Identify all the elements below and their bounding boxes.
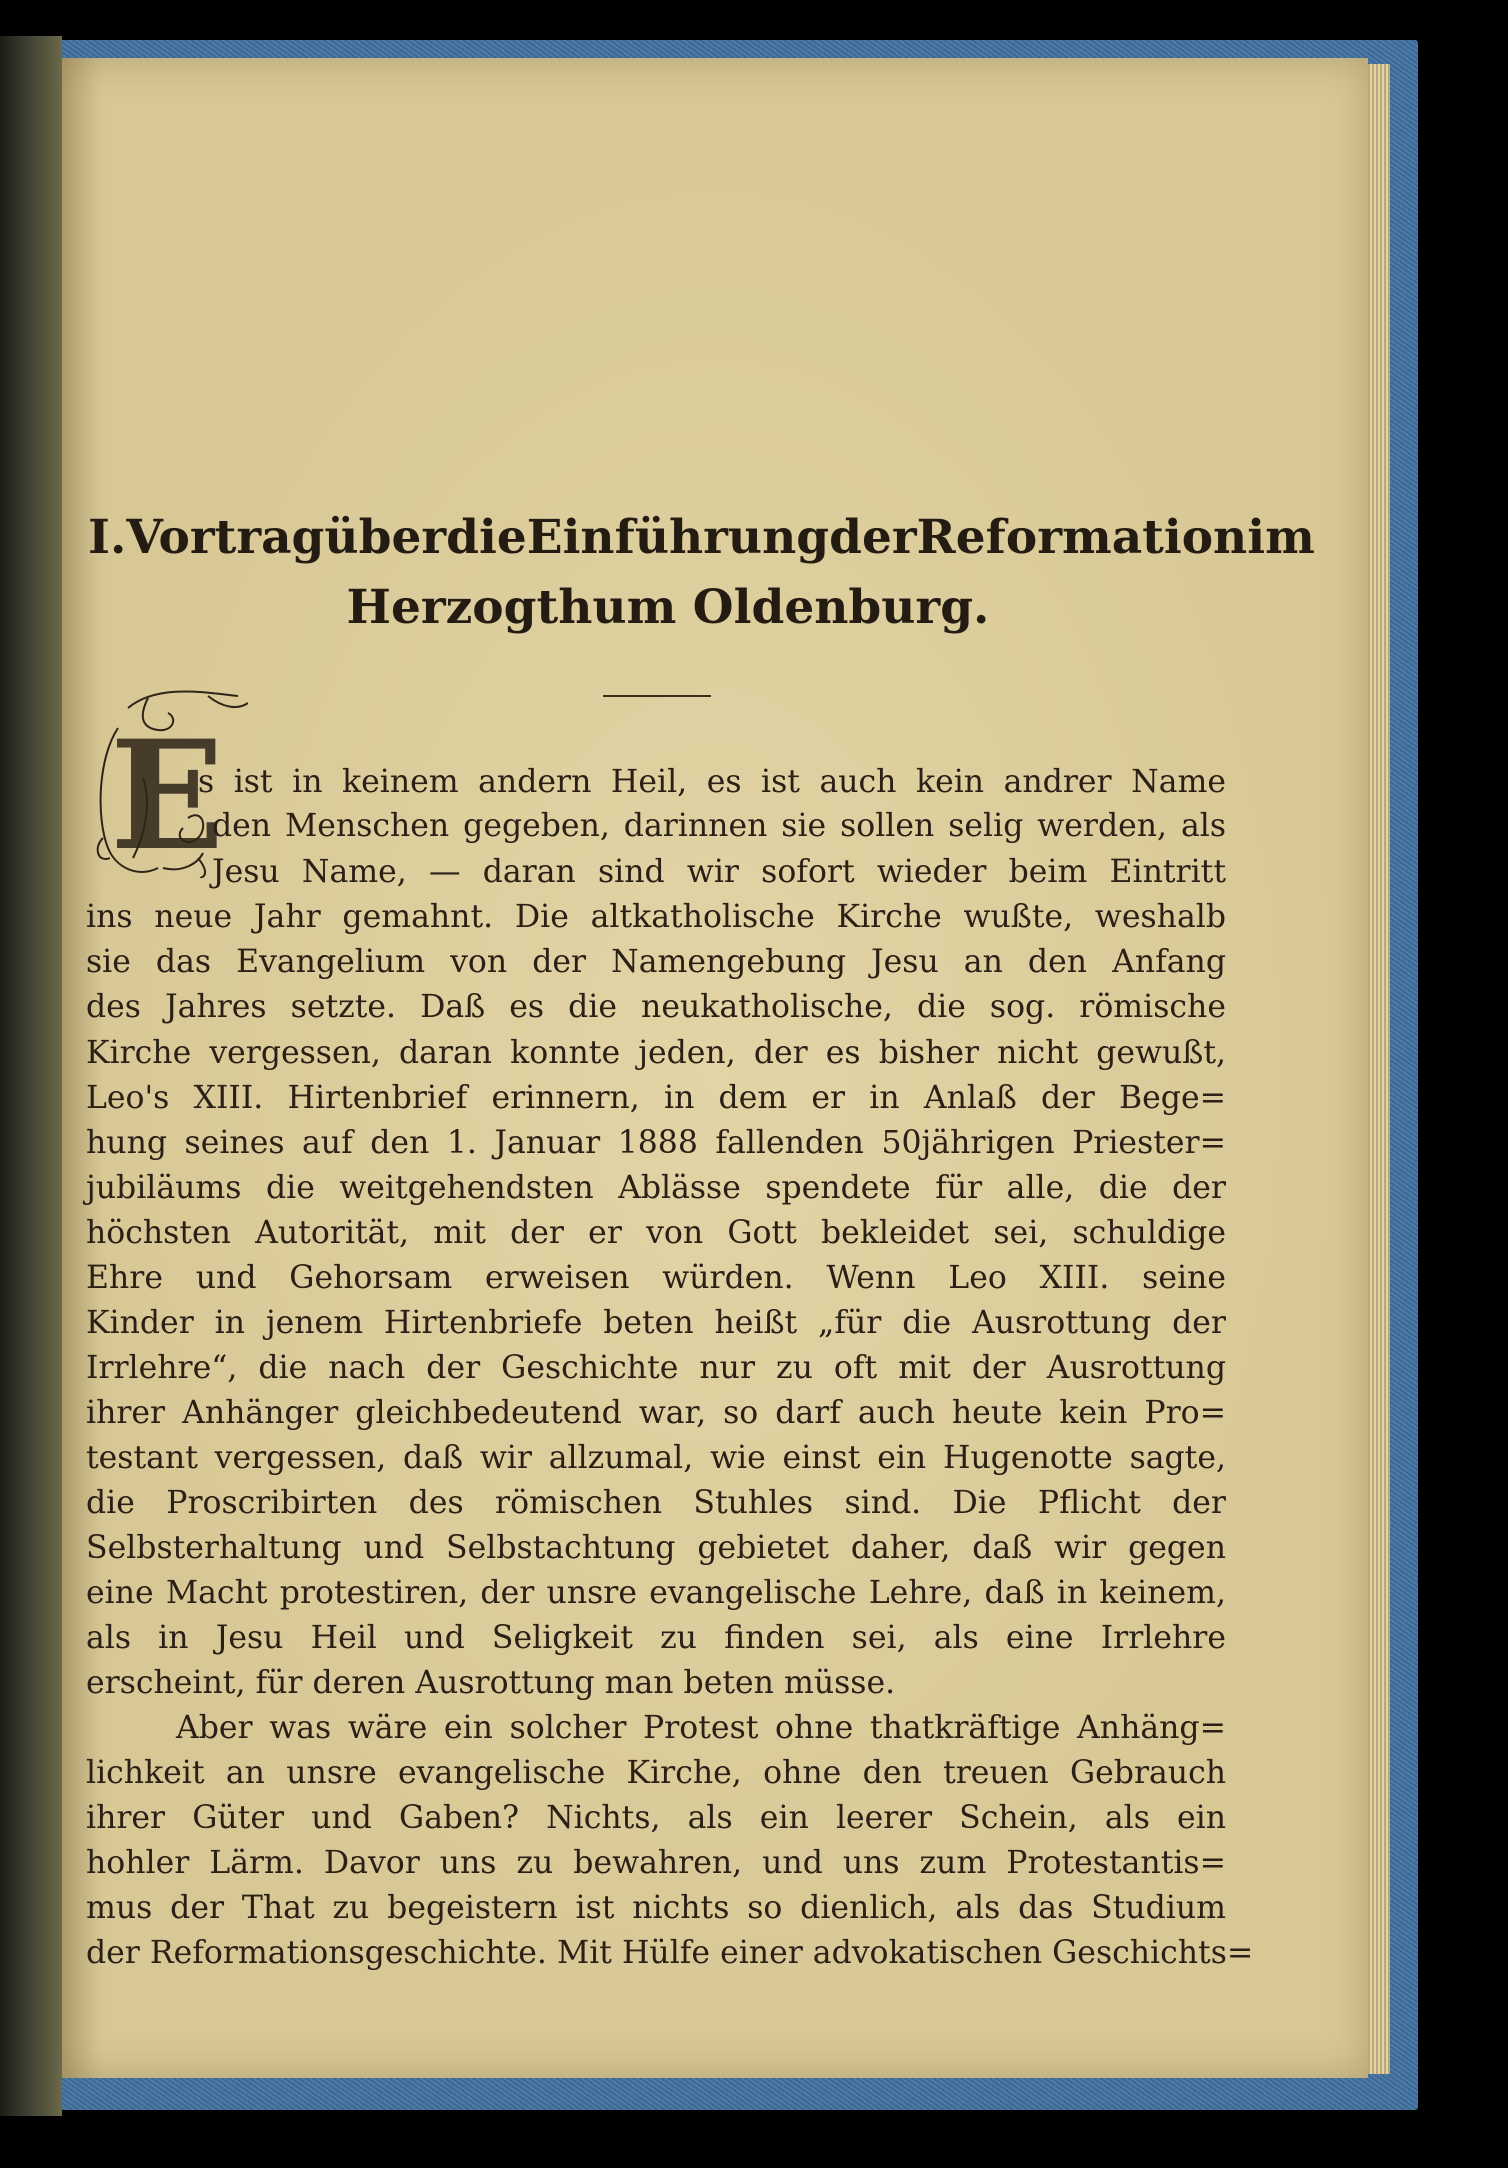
heading-word: Einführung (526, 510, 830, 565)
text-line: Aber was wäre ein solcher Protest ohne thatkräftige Anhäng= (176, 1710, 1226, 1746)
chapter-heading (88, 505, 1315, 641)
text-line: erscheint, für deren Ausrottung man beten müsse. (86, 1665, 896, 1701)
text-line: Kinder in jenem Hirtenbriefe beten heißt „für die Ausrottung der (86, 1305, 1226, 1341)
text-line: der Reformationsgeschichte. Mit Hülfe einer advokatischen Geschichts= (86, 1935, 1254, 1971)
text-line: Jesu Name, — daran sind wir sofort wieder beim Eintritt (212, 854, 1226, 890)
text-line: testant vergessen, daß wir allzumal, wie einst ein Hugenotte sagte, (86, 1440, 1226, 1476)
text-line: als in Jesu Heil und Seligkeit zu finden sei, als eine Irrlehre (86, 1620, 1226, 1656)
text-line: Irrlehre“, die nach der Geschichte nur zu oft mit der Ausrottung (86, 1350, 1226, 1386)
text-line: mus der That zu begeistern ist nichts so dienlich, als das Studium (86, 1890, 1226, 1926)
heading-divider (603, 695, 711, 697)
heading-word: der (829, 510, 917, 565)
drop-cap-letter: E (110, 708, 225, 878)
text-line: jubiläums die weitgehendsten Ablässe spendete für alle, die der (86, 1170, 1226, 1206)
text-line: den Menschen gegeben, darinnen sie sollen selig werden, als (212, 808, 1226, 844)
page-edges (1368, 64, 1390, 2074)
heading-word: Reformation (916, 510, 1248, 565)
heading-word: die (446, 510, 527, 565)
text-line: eine Macht protestiren, der unsre evangelische Lehre, daß in keinem, (86, 1575, 1226, 1611)
text-line: des Jahres setzte. Daß es die neukatholische, die sog. römische (86, 989, 1226, 1025)
heading-word: I. (88, 510, 127, 565)
text-line: Selbsterhaltung und Selbstachtung gebietet daher, daß wir gegen (86, 1530, 1226, 1566)
text-line: ihrer Anhänger gleichbedeutend war, so darf auch heute kein Pro= (86, 1395, 1226, 1431)
text-line: ihrer Güter und Gaben? Nichts, als ein leerer Schein, als ein (86, 1800, 1226, 1836)
text-line: Kirche vergessen, daran konnte jeden, der es bisher nicht gewußt, (86, 1035, 1226, 1071)
text-line: höchsten Autorität, mit der er von Gott bekleidet sei, schuldige (86, 1215, 1226, 1251)
heading-word: über (324, 510, 447, 565)
heading-line-2: Herzogthum Oldenburg. (346, 580, 990, 635)
text-line: hung seines auf den 1. Januar 1888 fallenden 50jährigen Priester= (86, 1125, 1226, 1161)
heading-line-1 (88, 505, 1315, 571)
text-line: Ehre und Gehorsam erweisen würden. Wenn Leo XIII. seine (86, 1260, 1226, 1296)
text-line: die Proscribirten des römischen Stuhles sind. Die Pflicht der (86, 1485, 1226, 1521)
text-line: Leo's XIII. Hirtenbrief erinnern, in dem er in Anlaß der Bege= (86, 1080, 1226, 1116)
heading-word: im (1247, 510, 1315, 565)
text-line: ins neue Jahr gemahnt. Die altkatholische Kirche wußte, weshalb (86, 899, 1226, 935)
text-line: lichkeit an unsre evangelische Kirche, ohne den treuen Gebrauch (86, 1755, 1226, 1791)
book-gutter (0, 36, 62, 2116)
text-line: hohler Lärm. Davor uns zu bewahren, und uns zum Protestantis= (86, 1845, 1226, 1881)
text-line: sie das Evangelium von der Namengebung Jesu an den Anfang (86, 944, 1226, 980)
text-line: s ist in keinem andern Heil, es ist auch kein andrer Name (198, 764, 1226, 800)
heading-word: Vortrag (126, 510, 325, 565)
